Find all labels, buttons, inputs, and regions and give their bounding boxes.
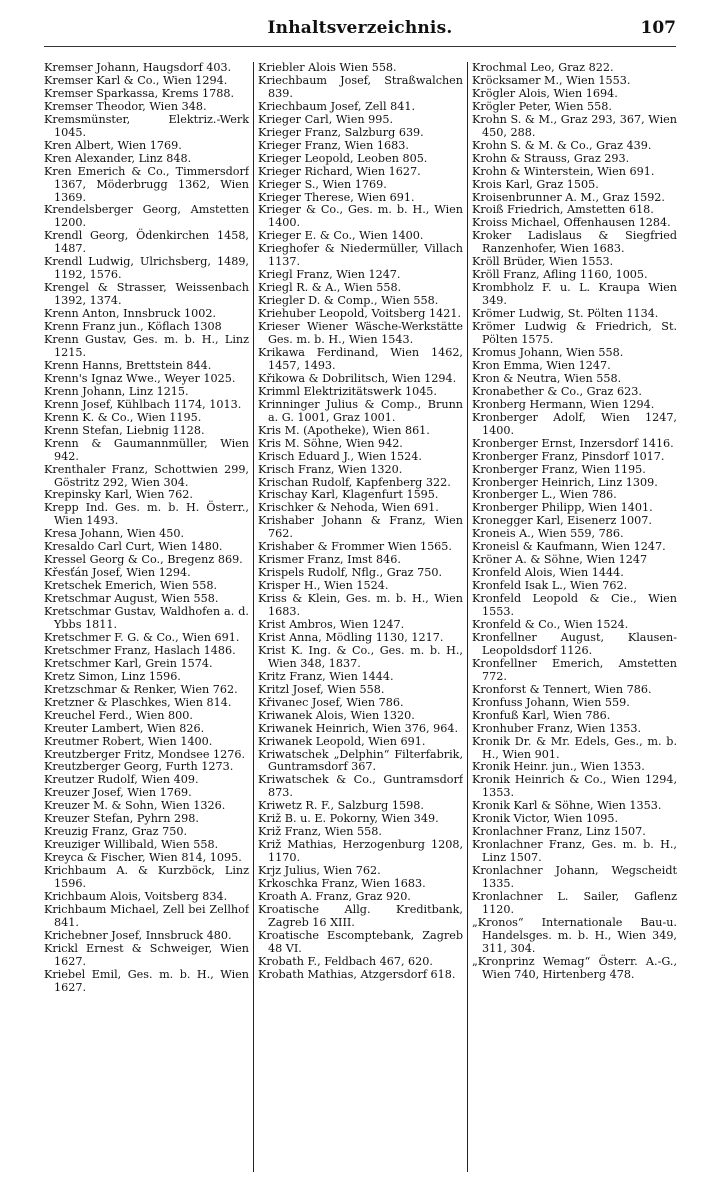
index-entry: Krepp Ind. Ges. m. b. H. Österr., Wien 1493. bbox=[44, 501, 249, 528]
index-entry: Kronfellner August, Klausen-Leopoldsdorf 1126. bbox=[472, 630, 677, 657]
index-entry: Krist Ambros, Wien 1247. bbox=[258, 617, 405, 631]
index-entry: Kretz Simon, Linz 1596. bbox=[44, 669, 181, 683]
index-entry: Kroneis A., Wien 559, 786. bbox=[472, 527, 624, 541]
index-entry: Kronberger Ernst, Inzersdorf 1416. bbox=[472, 436, 674, 450]
index-entry: Krichebner Josef, Innsbruck 480. bbox=[44, 928, 232, 942]
index-entry: Kronik Victor, Wien 1095. bbox=[472, 812, 619, 826]
index-entry: Kronfuß Karl, Wien 786. bbox=[472, 708, 611, 722]
index-entry: Kreuzer M. & Sohn, Wien 1326. bbox=[44, 799, 226, 813]
index-entry: Križ Mathias, Herzogenburg 1208, 1170. bbox=[258, 838, 463, 865]
index-entry: Kronik Heinrich & Co., Wien 1294, 1353. bbox=[472, 773, 677, 800]
index-entry: Kronlachner Johann, Wegscheidt 1335. bbox=[472, 864, 677, 891]
index-entry: Krieger Carl, Wien 995. bbox=[258, 112, 394, 126]
index-entry: Krinninger Julius & Comp., Brunn a. G. 1001, Graz 1001. bbox=[258, 397, 463, 424]
index-entry: Krishaber & Frommer Wien 1565. bbox=[258, 540, 452, 554]
index-entry: Kren Albert, Wien 1769. bbox=[44, 138, 182, 152]
index-entry: Kron & Neutra, Wien 558. bbox=[472, 371, 622, 385]
index-entry: Krickl Ernest & Schweiger, Wien 1627. bbox=[44, 941, 249, 968]
index-entry: Kremser Karl & Co., Wien 1294. bbox=[44, 73, 228, 87]
index-entry: Kroker Ladislaus & Siegfried Ranzenhofer, Wien 1683. bbox=[472, 229, 677, 256]
index-entry: Kretzschmar & Renker, Wien 762. bbox=[44, 682, 238, 696]
index-entry: Krischay Karl, Klagenfurt 1595. bbox=[258, 488, 439, 502]
index-entry: Kretschmer Karl, Grein 1574. bbox=[44, 656, 213, 670]
index-entry: Krenthaler Franz, Schottwien 299, Göstritz 292, Wien 304. bbox=[44, 462, 249, 489]
index-entry: Kronberger L., Wien 786. bbox=[472, 488, 617, 502]
index-entry: Kronfeld Isak L., Wien 762. bbox=[472, 579, 628, 593]
index-entry: Kröner A. & Söhne, Wien 1247 bbox=[472, 553, 648, 567]
index-entry: Kriehuber Leopold, Voitsberg 1421. bbox=[258, 307, 462, 321]
index-entry: Krieger Leopold, Leoben 805. bbox=[258, 151, 428, 165]
index-entry: Krismer Franz, Imst 846. bbox=[258, 553, 401, 567]
index-entry: Kris M. Söhne, Wien 942. bbox=[258, 436, 403, 450]
index-entry: Kresa Johann, Wien 450. bbox=[44, 527, 185, 541]
index-entry: Križ Franz, Wien 558. bbox=[258, 825, 382, 839]
index-entry: Kriss & Klein, Ges. m. b. H., Wien 1683. bbox=[258, 592, 463, 619]
index-entry: Krochmal Leo, Graz 822. bbox=[472, 62, 614, 74]
index-entry: Krischker & Nehoda, Wien 691. bbox=[258, 501, 439, 515]
index-entry: Kronik Karl & Söhne, Wien 1353. bbox=[472, 799, 662, 813]
index-entry: Kreyca & Fischer, Wien 814, 1095. bbox=[44, 851, 242, 865]
index-entry: Kreutzberger Georg, Furth 1273. bbox=[44, 760, 234, 774]
index-entry: Krichbaum A. & Kurzböck, Linz 1596. bbox=[44, 864, 249, 891]
index-entry: Krispels Rudolf, Nflg., Graz 750. bbox=[258, 566, 443, 580]
index-entry: Kriwanek Leopold, Wien 691. bbox=[258, 734, 426, 748]
index-entry: Kretschmar August, Wien 558. bbox=[44, 592, 219, 606]
index-entry: Kritz Franz, Wien 1444. bbox=[258, 669, 394, 683]
index-entry: Kreuzer Stefan, Pyhrn 298. bbox=[44, 812, 199, 826]
index-entry: Kronlachner L. Sailer, Gaflenz 1120. bbox=[472, 890, 677, 916]
index-entry: Kröll Franz, Afling 1160, 1005. bbox=[472, 268, 648, 282]
index-entry: Krieger Franz, Wien 1683. bbox=[258, 138, 409, 152]
index-entry: Krobath Mathias, Atzgersdorf 618. bbox=[258, 967, 456, 981]
index-entry: Kronberg Hermann, Wien 1294. bbox=[472, 397, 655, 411]
index-entry: Kretzner & Plaschkes, Wien 814. bbox=[44, 695, 232, 709]
index-column-2 bbox=[258, 62, 463, 1172]
index-column-3 bbox=[472, 62, 677, 1172]
index-entry: Kriwanek Heinrich, Wien 376, 964. bbox=[258, 721, 458, 735]
index-entry: Krombholz F. u. L. Kraupa Wien 349. bbox=[472, 281, 677, 308]
index-entry: Kriebler Alois Wien 558. bbox=[258, 62, 397, 74]
index-entry: Kriebel Emil, Ges. m. b. H., Wien 1627. bbox=[44, 967, 249, 994]
index-entry: Kronfeld Alois, Wien 1444. bbox=[472, 566, 624, 580]
index-entry: Kroath A. Franz, Graz 920. bbox=[258, 890, 411, 903]
index-entry: Kren Emerich & Co., Timmersdorf 1367, Möderbrugg 1362, Wien 1369. bbox=[44, 164, 249, 204]
index-entry: Kreuzig Franz, Graz 750. bbox=[44, 825, 188, 839]
index-entry: Kriegler D. & Comp., Wien 558. bbox=[258, 294, 439, 308]
index-entry: Kroatische Escomptebank, Zagreb 48 VI. bbox=[258, 928, 463, 955]
index-entry: Krieger Therese, Wien 691. bbox=[258, 190, 415, 204]
index-entry: Kronfuss Johann, Wien 559. bbox=[472, 695, 630, 709]
index-entry: Krögler Peter, Wien 558. bbox=[472, 99, 612, 113]
index-entry: Krois Karl, Graz 1505. bbox=[472, 177, 599, 191]
index-entry: Kröll Brüder, Wien 1553. bbox=[472, 255, 614, 269]
index-entry: Kressel Georg & Co., Bregenz 869. bbox=[44, 553, 243, 567]
index-entry: Krendl Georg, Ödenkirchen 1458, 1487. bbox=[44, 229, 249, 256]
index-entry: Krkoschka Franz, Wien 1683. bbox=[258, 877, 426, 891]
index-entry: Kronegger Karl, Eisenerz 1007. bbox=[472, 514, 652, 528]
index-entry: Krömer Ludwig & Friedrich, St. Pölten 1575. bbox=[472, 320, 677, 347]
index-entry: Krischan Rudolf, Kapfenberg 322. bbox=[258, 475, 451, 489]
index-entry: Kroneisl & Kaufmann, Wien 1247. bbox=[472, 540, 666, 554]
index-entry: Krepinsky Karl, Wien 762. bbox=[44, 488, 193, 502]
index-entry: Krendelsberger Georg, Amstetten 1200. bbox=[44, 203, 249, 230]
index-entry: Kronberger Franz, Pinsdorf 1017. bbox=[472, 449, 665, 463]
index-entry: Kroisenbrunner A. M., Graz 1592. bbox=[472, 190, 665, 204]
index-entry: Krenn & Gaumannmüller, Wien 942. bbox=[44, 436, 249, 463]
index-entry: Kronhuber Franz, Wien 1353. bbox=[472, 721, 642, 735]
index-entry: Kreutzberger Fritz, Mondsee 1276. bbox=[44, 747, 246, 761]
index-entry: Kriechbaum Josef, Zell 841. bbox=[258, 99, 416, 113]
index-entry: Krieger Richard, Wien 1627. bbox=[258, 164, 421, 178]
page-title: Inhaltsverzeichnis. bbox=[267, 18, 453, 38]
index-entry: Krenn Anton, Innsbruck 1002. bbox=[44, 307, 217, 321]
index-entry: Kremser Johann, Haugsdorf 403. bbox=[44, 62, 232, 74]
index-entry: Krisper H., Wien 1524. bbox=[258, 579, 389, 593]
index-entry: Krögler Alois, Wien 1694. bbox=[472, 86, 618, 100]
index-entry: Kremser Sparkassa, Krems 1788. bbox=[44, 86, 235, 100]
index-entry: Kroiss Michael, Offenhausen 1284. bbox=[472, 216, 671, 230]
index-entry: Krishaber Johann & Franz, Wien 762. bbox=[258, 514, 463, 541]
index-entry: Křesťán Josef, Wien 1294. bbox=[44, 566, 191, 580]
index-columns bbox=[44, 62, 676, 1172]
index-entry: Kröcksamer M., Wien 1553. bbox=[472, 73, 631, 87]
index-entry: Krenn Gustav, Ges. m. b. H., Linz 1215. bbox=[44, 333, 249, 359]
index-entry: Kreuziger Willibald, Wien 558. bbox=[44, 838, 219, 852]
index-entry: Kriwatschek „Delphin“ Filterfabrik, Guntramsdorf 367. bbox=[258, 747, 463, 774]
index-entry: Kresaldo Carl Curt, Wien 1480. bbox=[44, 540, 223, 554]
header-rule bbox=[44, 46, 676, 47]
index-entry: Krichbaum Alois, Voitsberg 834. bbox=[44, 890, 228, 903]
index-entry: Krieger Franz, Salzburg 639. bbox=[258, 125, 424, 139]
page-number: 107 bbox=[640, 18, 676, 38]
index-entry: Kriegl Franz, Wien 1247. bbox=[258, 268, 401, 282]
index-entry: Kreutmer Robert, Wien 1400. bbox=[44, 734, 213, 748]
page-header bbox=[44, 18, 676, 42]
index-entry: Kronberger Adolf, Wien 1247, 1400. bbox=[472, 410, 677, 437]
index-entry: Kronfeld & Co., Wien 1524. bbox=[472, 617, 629, 631]
index-entry: Kriwetz R. F., Salzburg 1598. bbox=[258, 799, 424, 813]
index-entry: Křivanec Josef, Wien 786. bbox=[258, 695, 404, 709]
index-entry: Krimml Elektrizitätswerk 1045. bbox=[258, 384, 437, 398]
index-entry: Kretschek Emerich, Wien 558. bbox=[44, 579, 218, 593]
index-entry: Kronik Heinr. jun., Wien 1353. bbox=[472, 760, 645, 774]
index-entry: Krjz Julius, Wien 762. bbox=[258, 864, 381, 878]
index-entry: Krenn Johann, Linz 1215. bbox=[44, 384, 189, 398]
index-entry: Kreuzer Josef, Wien 1769. bbox=[44, 786, 192, 800]
index-entry: Kritzl Josef, Wien 558. bbox=[258, 682, 385, 696]
index-entry: Kroatische Allg. Kreditbank, Zagreb 16 XIII. bbox=[258, 902, 463, 929]
index-entry: Kronforst & Tennert, Wien 786. bbox=[472, 682, 652, 696]
index-entry: Kremser Theodor, Wien 348. bbox=[44, 99, 207, 113]
index-entry: Kronberger Franz, Wien 1195. bbox=[472, 462, 646, 476]
index-entry: Križ B. u. E. Pokorny, Wien 349. bbox=[258, 812, 439, 826]
index-entry: Kronlachner Franz, Ges. m. b. H., Linz 1507. bbox=[472, 838, 677, 865]
index-entry: Kreutzer Rudolf, Wien 409. bbox=[44, 773, 199, 787]
index-entry: Kretschmar Gustav, Waldhofen a. d. Ybbs 1811. bbox=[44, 605, 249, 631]
index-entry: Krieser Wiener Wäsche-Werkstätte Ges. m. b. H., Wien 1543. bbox=[258, 320, 463, 347]
index-entry: Krendl Ludwig, Ulrichsberg, 1489, 1192, 1576. bbox=[44, 255, 249, 282]
index-entry: Krohn S. & M., Graz 293, 367, Wien 450, 288. bbox=[472, 112, 677, 139]
index-entry: Krenn K. & Co., Wien 1195. bbox=[44, 410, 202, 424]
index-entry: Krenn's Ignaz Wwe., Weyer 1025. bbox=[44, 371, 236, 385]
index-entry: Kronabether & Co., Graz 623. bbox=[472, 384, 642, 398]
index-entry: Kriwanek Alois, Wien 1320. bbox=[258, 708, 415, 722]
index-entry: Krohn S. & M. & Co., Graz 439. bbox=[472, 138, 652, 152]
index-entry: Kriegl R. & A., Wien 558. bbox=[258, 281, 402, 295]
index-entry: Kronlachner Franz, Linz 1507. bbox=[472, 825, 646, 839]
index-entry: Krisch Eduard J., Wien 1524. bbox=[258, 449, 422, 463]
index-entry: Kriwatschek & Co., Guntramsdorf 873. bbox=[258, 773, 463, 800]
index-entry: Krobath F., Feldbach 467, 620. bbox=[258, 954, 433, 968]
index-entry: „Kronprinz Wemag“ Österr. A.-G., Wien 740, Hirtenberg 478. bbox=[472, 954, 677, 981]
index-entry: Kron Emma, Wien 1247. bbox=[472, 358, 611, 372]
index-entry: Krieger S., Wien 1769. bbox=[258, 177, 387, 191]
index-entry: Kreuter Lambert, Wien 826. bbox=[44, 721, 205, 735]
index-entry: Krist Anna, Mödling 1130, 1217. bbox=[258, 630, 444, 644]
index-entry: Krieger E. & Co., Wien 1400. bbox=[258, 229, 424, 243]
index-entry: Krisch Franz, Wien 1320. bbox=[258, 462, 403, 476]
index-entry: Kriechbaum Josef, Straßwalchen 839. bbox=[258, 73, 463, 100]
index-entry: Krieger & Co., Ges. m. b. H., Wien 1400. bbox=[258, 203, 463, 230]
index-entry: Kronberger Philipp, Wien 1401. bbox=[472, 501, 653, 515]
index-entry: Krohn & Winterstein, Wien 691. bbox=[472, 164, 655, 178]
index-entry: „Kronos“ Internationale Bau-u. Handelsges. m. b. H., Wien 349, 311, 304. bbox=[472, 915, 677, 955]
index-entry: Kretschmer Franz, Haslach 1486. bbox=[44, 643, 236, 657]
index-entry: Kris M. (Apotheke), Wien 861. bbox=[258, 423, 430, 437]
index-entry: Křikowa & Dobrilitsch, Wien 1294. bbox=[258, 371, 457, 385]
index-entry: Kremsmünster, Elektriz.-Werk 1045. bbox=[44, 112, 249, 139]
index-entry: Kronfellner Emerich, Amstetten 772. bbox=[472, 656, 677, 683]
index-entry: Krenn Josef, Kühlbach 1174, 1013. bbox=[44, 397, 242, 411]
index-entry: Kronfeld Leopold & Cie., Wien 1553. bbox=[472, 592, 677, 619]
index-entry: Krömer Ludwig, St. Pölten 1134. bbox=[472, 307, 659, 321]
index-entry: Krenn Stefan, Liebnig 1128. bbox=[44, 423, 205, 437]
index-entry: Krieghofer & Niedermüller, Villach 1137. bbox=[258, 242, 463, 269]
index-entry: Krenn Franz jun., Köflach 1308 bbox=[44, 320, 222, 334]
index-entry: Krist K. Ing. & Co., Ges. m. b. H., Wien 348, 1837. bbox=[258, 643, 463, 670]
index-entry: Kroiß Friedrich, Amstetten 618. bbox=[472, 203, 654, 217]
index-entry: Kretschmer F. G. & Co., Wien 691. bbox=[44, 630, 240, 644]
index-column-1 bbox=[44, 62, 249, 1172]
index-entry: Krichbaum Michael, Zell bei Zellhof 841. bbox=[44, 902, 249, 929]
index-entry: Kreuchel Ferd., Wien 800. bbox=[44, 708, 193, 722]
index-entry: Kromus Johann, Wien 558. bbox=[472, 345, 624, 359]
index-entry: Krohn & Strauss, Graz 293. bbox=[472, 151, 630, 165]
index-entry: Krikawa Ferdinand, Wien 1462, 1457, 1493. bbox=[258, 345, 463, 372]
index-entry: Kren Alexander, Linz 848. bbox=[44, 151, 192, 165]
index-entry: Kronik Dr. & Mr. Edels, Ges., m. b. H., Wien 901. bbox=[472, 734, 677, 761]
index-entry: Krenn Hanns, Brettstein 844. bbox=[44, 358, 212, 372]
index-entry: Kronberger Heinrich, Linz 1309. bbox=[472, 475, 658, 489]
index-entry: Krengel & Strasser, Weissenbach 1392, 1374. bbox=[44, 281, 249, 308]
